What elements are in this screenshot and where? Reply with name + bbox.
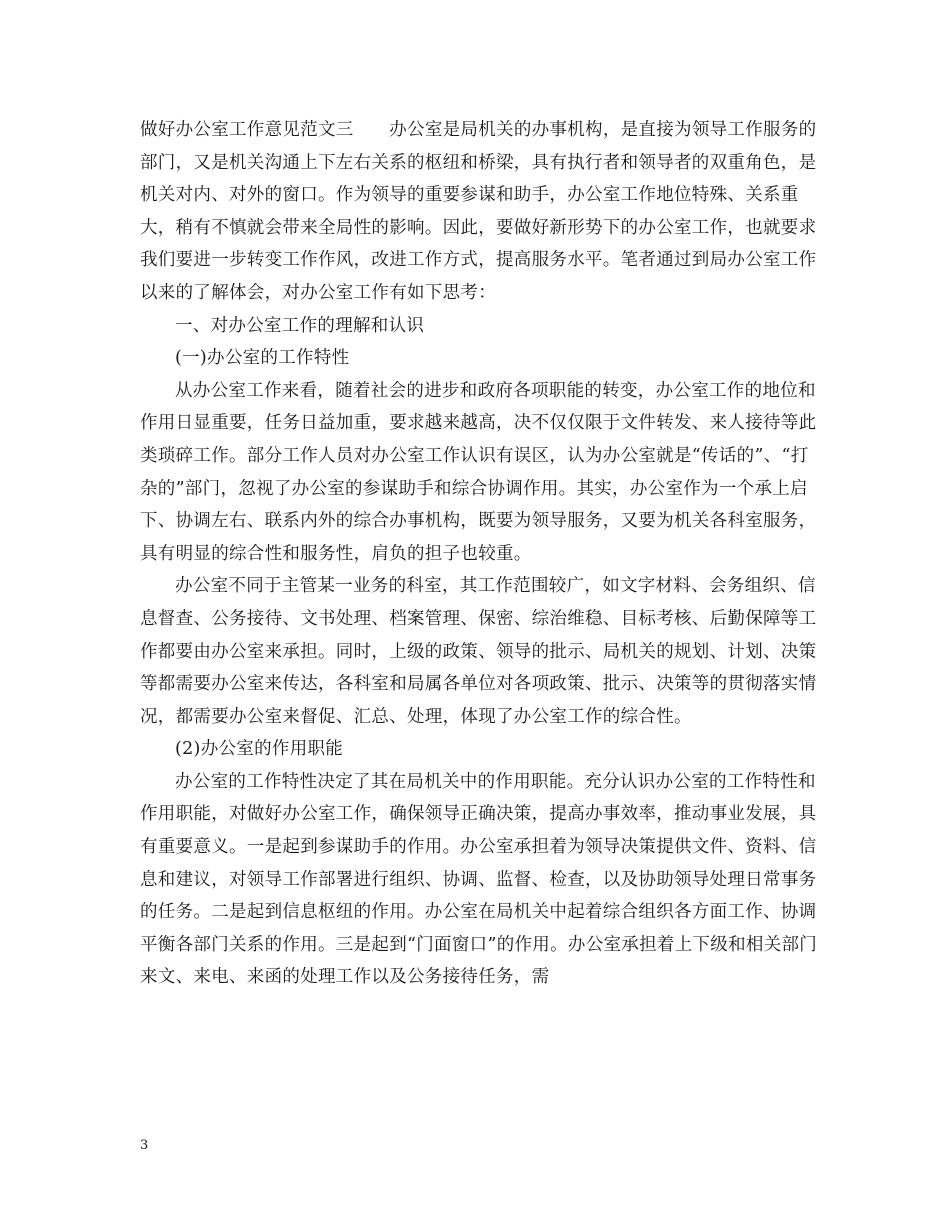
page-number: 3 — [140, 1138, 149, 1153]
subsection-heading-1: (一)办公室的工作特性 — [175, 348, 350, 369]
intro-text: 办公室是局机关的办事机构，是直接为领导工作服务的部门，又是机关沟通上下左右关系的枢纽和桥梁，具有执行者和领导者的双重角色，是机关对内、对外的窗口。作为领导的重要参谋和助手，办公室工作地位特殊、关系重大，稍有不慎就会带来全局性的影响。因此，要做好新形势下的办公室工作，也就要求我们要进一步转变工作作风，改进工作方式，提高服务水平。笔者通过到局办公室工作以来的了解体会，对办公室工作有如下思考： — [140, 120, 817, 303]
body-paragraph-2: 办公室不同于主管某一业务的科室，其工作范围较广，如文字材料、会务组织、信息督查、公务接待、文书处理、档案管理、保密、综治维稳、目标考核、后勤保障等工作都要由办公室来承担。同时，上级的政策、领导的批示、局机关的规划、计划、决策等都需要办公室来传达，各科室和局属各单位对各项政策、批示、决策等的贯彻落实情况，都需要办公室来督促、汇总、处理，体现了办公室工作的综合性。 — [140, 576, 817, 727]
body-paragraph-3: 办公室的工作特性决定了其在局机关中的作用职能。充分认识办公室的工作特性和作用职能，对做好办公室工作，确保领导正确决策，提高办事效率，推动事业发展，具有重要意义。一是起到参谋助手的作用。办公室承担着为领导决策提供文件、资料、信息和建议，对领导工作部署进行组织、协调、监督、检查，以及协助领导处理日常事务的任务。二是起到信息枢纽的作用。办公室在局机关中起着综合组织各方面工作、协调平衡各部门关系的作用。三是起到“门面窗口”的作用。办公室承担着上下级和相关部门来文、来电、来函的处理工作以及公务接待任务，需 — [140, 771, 818, 988]
section-heading-1: 一、对办公室工作的理解和认识 — [175, 315, 425, 336]
intro-paragraph — [140, 114, 825, 310]
title-gap — [354, 120, 390, 140]
document-title: 做好办公室工作意见范文三 — [140, 120, 354, 140]
subsection-heading-2: (2)办公室的作用职能 — [175, 739, 344, 760]
body-paragraph-1: 从办公室工作来看，随着社会的进步和政府各项职能的转变，办公室工作的地位和作用日显重要，任务日益加重，要求越来越高，决不仅仅限于文件转发、来人接待等此类琐碎工作。部分工作人员对办公室工作认识有误区，认为办公室就是“传话的”、“打杂的”部门，忽视了办公室的参谋助手和综合协调作用。其实，办公室作为一个承上启下、协调左右、联系内外的综合办事机构，既要为领导服务，又要为机关各科室服务，具有明显的综合性和服务性，肩负的担子也较重。 — [140, 380, 817, 564]
document-body — [140, 114, 825, 994]
